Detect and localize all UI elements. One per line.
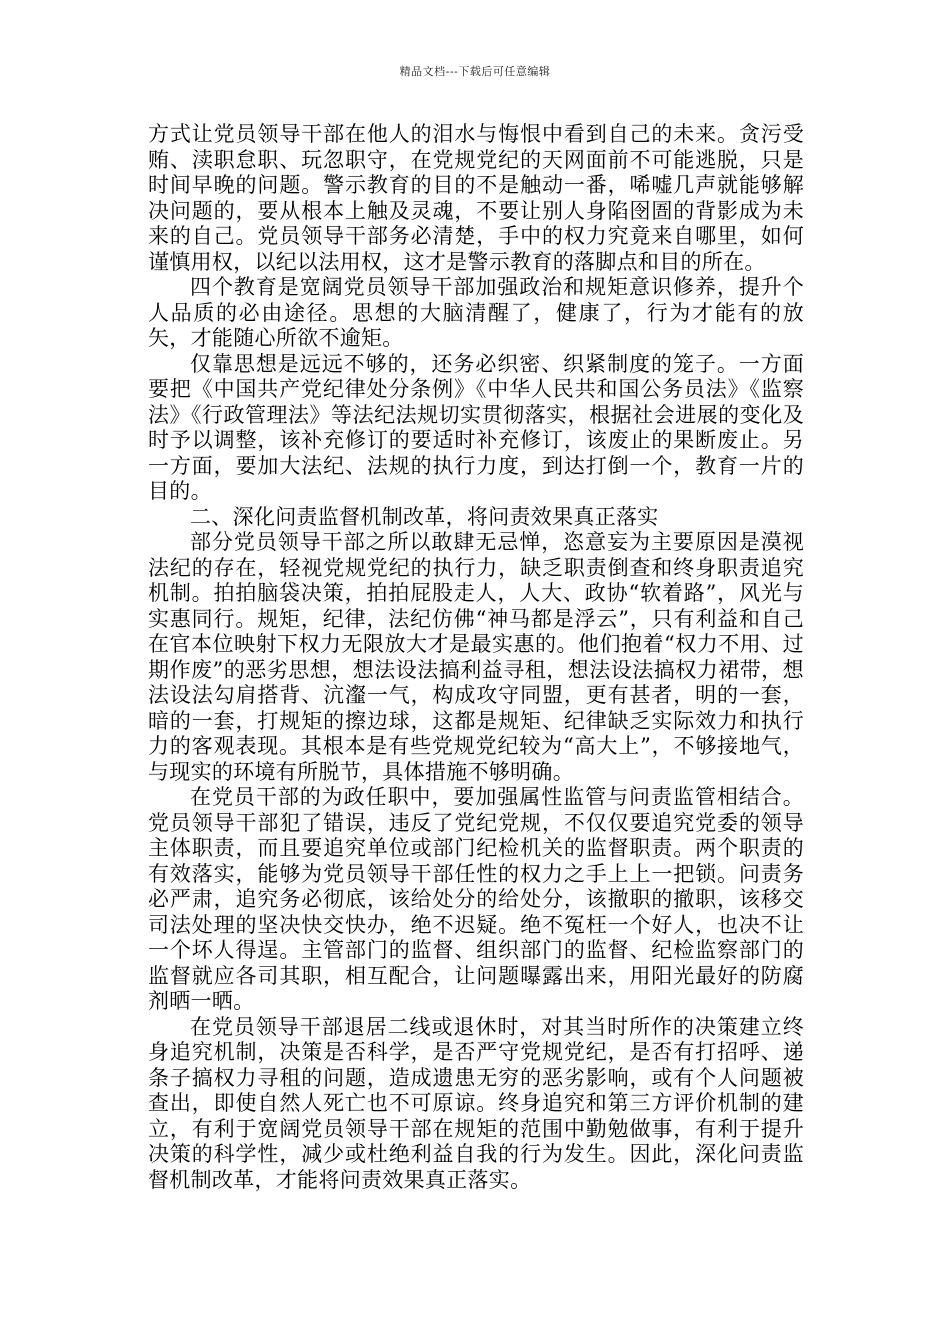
document-body — [148, 122, 804, 1193]
page-header: 精品文档---下载后可任意编辑 — [399, 65, 551, 78]
paragraph: 在党员领导干部退居二线或退休时，对其当时所作的决策建立终身追究机制，决策是否科学，是否严守党规党纪，是否有打招呼、递条子搞权力寻租的问题，造成遗患无穷的恶劣影响，或有个人问题被查出，即使自然人死亡也不可原谅。终身追究和第三方评价机制的建立，有利于宽阔党员领导干部在规矩的范围中勤勉做事，有利于提升决策的科学性，减少或杜绝利益自我的行为发生。因此，深化问责监督机制改革，才能将问责效果真正落实。 — [148, 1014, 804, 1192]
paragraph: 部分党员领导干部之所以敢肆无忌惮，恣意妄为主要原因是漠视法纪的存在，轻视党规党纪的执行力，缺乏职责倒查和终身职责追究机制。拍拍脑袋决策，拍拍屁股走人，人大、政协“软着路”，风光与实惠同行。规矩，纪律，法纪仿佛“神马都是浮云”，只有利益和自己在官本位映射下权力无限放大才是最实惠的。他们抱着“权力不用、过期作废”的恶劣思想，想法设法搞利益寻租，想法设法搞权力裙带，想法设法勾肩搭背、沆瀣一气，构成攻守同盟，更有甚者，明的一套，暗的一套，打规矩的擦边球，这都是规矩、纪律缺乏实际效力和执行力的客观表现。其根本是有些党规党纪较为“高大上”，不够接地气，与现实的环境有所脱节，具体措施不够明确。 — [148, 530, 804, 784]
paragraph: 在党员干部的为政任职中，要加强属性监管与问责监管相结合。党员领导干部犯了错误，违反了党纪党规，不仅仅要追究党委的领导主体职责，而且要追究单位或部门纪检机关的监督职责。两个职责的有效落实，能够为党员领导干部任性的权力之手上上一把锁。问责务必严肃，追究务必彻底，该给处分的给处分，该撤职的撤职，该移交司法处理的坚决快交快办，绝不迟疑。绝不冤枉一个好人，也决不让一个坏人得逞。主管部门的监督、组织部门的监督、纪检监察部门的监督就应各司其职，相互配合，让问题曝露出来，用阳光最好的防腐剂晒一晒。 — [148, 785, 804, 1013]
paragraph: 仅靠思想是远远不够的，还务必织密、织紧制度的笼子。一方面要把《中国共产党纪律处分条例》《中华人民共和国公务员法》《监察法》《行政管理法》等法纪法规切实贯彻落实，根据社会进展的变化及时予以调整，该补充修订的要适时补充修订，该废止的果断废止。另一方面，要加大法纪、法规的执行力度，到达打倒一个，教育一片的目的。 — [148, 351, 804, 503]
paragraph: 方式让党员领导干部在他人的泪水与悔恨中看到自己的未来。贪污受贿、渎职怠职、玩忽职守，在党规党纪的天网面前不可能逃脱，只是时间早晚的问题。警示教育的目的不是触动一番，唏嘘几声就能够解决问题的，要从根本上触及灵魂，不要让别人身陷囹圄的背影成为未来的自己。党员领导干部务必清楚，手中的权力究竟来自哪里，如何谨慎用权，以纪以法用权，这才是警示教育的落脚点和目的所在。 — [148, 122, 804, 274]
section-heading: 二、深化问责监督机制改革，将问责效果真正落实 — [190, 504, 659, 529]
paragraph: 四个教育是宽阔党员领导干部加强政治和规矩意识修养，提升个人品质的必由途径。思想的大脑清醒了，健康了，行为才能有的放矢，才能随心所欲不逾矩。 — [148, 275, 804, 350]
